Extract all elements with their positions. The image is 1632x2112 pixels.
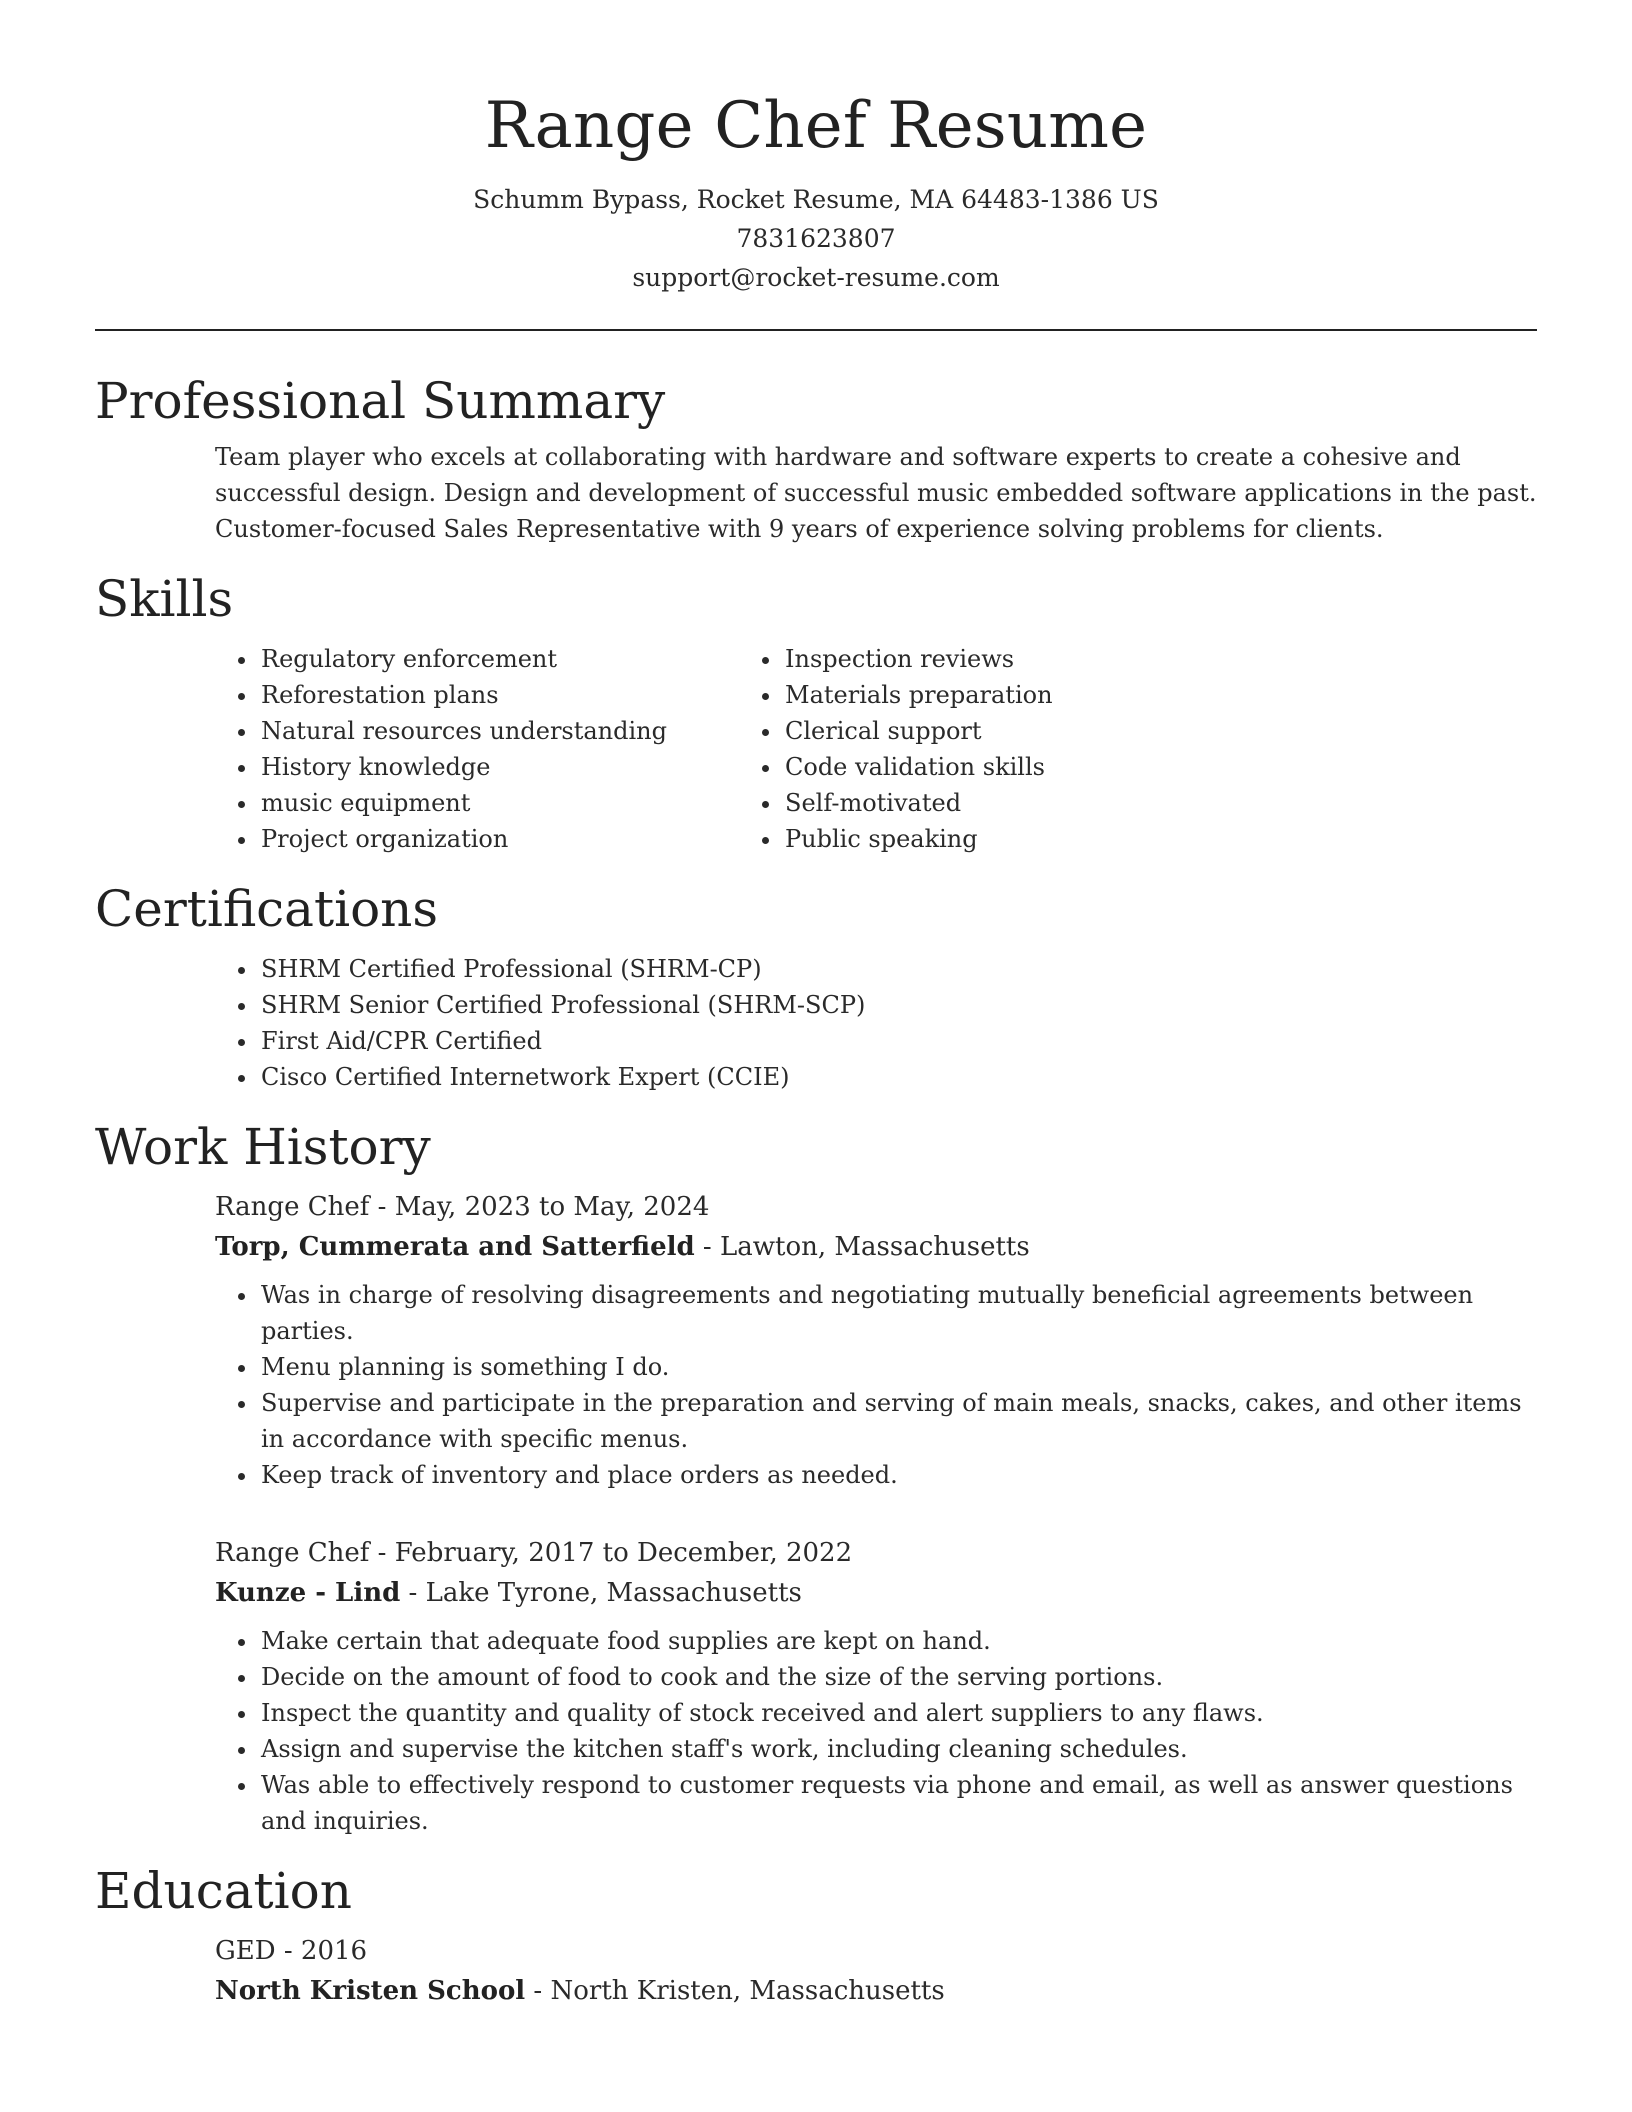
job-dates: - May, 2023 to May, 2024 <box>369 1192 710 1222</box>
skills-column-1 <box>95 641 745 857</box>
contact-email: support@rocket-resume.com <box>632 263 1000 292</box>
list-item: • History knowledge <box>259 749 745 785</box>
list-item: • Natural resources understanding <box>259 713 745 749</box>
education-school: North Kristen School <box>215 1976 526 2006</box>
list-item: • music equipment <box>259 785 745 821</box>
job-duties-list <box>95 1623 1537 1839</box>
skills-list <box>95 641 1537 857</box>
list-item: • Regulatory enforcement <box>259 641 745 677</box>
job-role-line <box>215 1533 1537 1573</box>
list-item: • Inspect the quantity and quality of stock received and alert suppliers to any flaws. <box>259 1695 1537 1731</box>
section-title-summary: Professional Summary <box>95 372 666 430</box>
job-company: Kunze - Lind <box>215 1578 401 1608</box>
education-year: - 2016 <box>275 1936 368 1966</box>
resume-title: Range Chef Resume <box>484 89 1148 163</box>
section-title-education: Education <box>95 1862 352 1920</box>
education-entry <box>215 1931 1537 2011</box>
list-item: • Menu planning is something I do. <box>259 1349 1537 1385</box>
education-location: - North Kristen, Massachusetts <box>525 1976 945 2006</box>
list-item: • Was able to effectively respond to customer requests via phone and email, as well as answer questions and inquiries. <box>259 1767 1537 1839</box>
work-entry <box>215 1533 1537 1839</box>
list-item: • SHRM Senior Certified Professional (SHRM-SCP) <box>259 987 1537 1023</box>
summary-text: Team player who excels at collaborating with hardware and software experts to create a cohesive and successful design. Design and development of successful music embedded software applications in the past. Customer-focused Sales Representative with 9 years of experience solving problems for clients. <box>215 443 1537 543</box>
list-item: • Cisco Certified Internetwork Expert (CCIE) <box>259 1059 1537 1095</box>
header-divider <box>95 329 1537 331</box>
list-item: • Decide on the amount of food to cook and the size of the serving portions. <box>259 1659 1537 1695</box>
certifications-list <box>95 951 1537 1095</box>
education-degree-line <box>215 1931 1537 1971</box>
list-item: • Inspection reviews <box>783 641 1395 677</box>
work-entry <box>215 1187 1537 1493</box>
section-title-certifications: Certifications <box>95 880 439 938</box>
contact-address: Schumm Bypass, Rocket Resume, MA 64483-1386 US <box>473 185 1159 214</box>
list-item: • First Aid/CPR Certified <box>259 1023 1537 1059</box>
skills-column-2 <box>745 641 1395 857</box>
list-item: • SHRM Certified Professional (SHRM-CP) <box>259 951 1537 987</box>
list-item: • Supervise and participate in the preparation and serving of main meals, snacks, cakes, and other items in accordance with specific menus. <box>259 1385 1537 1457</box>
list-item: • Self-motivated <box>783 785 1395 821</box>
list-item: • Public speaking <box>783 821 1395 857</box>
job-role-line <box>215 1187 1537 1227</box>
contact-phone: 7831623807 <box>736 224 896 253</box>
list-item: • Keep track of inventory and place orders as needed. <box>259 1457 1537 1493</box>
list-item: • Reforestation plans <box>259 677 745 713</box>
list-item: • Code validation skills <box>783 749 1395 785</box>
job-company-line <box>215 1573 1537 1613</box>
list-item: • Clerical support <box>783 713 1395 749</box>
education-school-line <box>215 1971 1537 2011</box>
education-degree: GED <box>215 1936 276 1966</box>
section-title-skills: Skills <box>95 570 234 628</box>
job-location: - Lawton, Massachusetts <box>694 1232 1030 1262</box>
list-item: • Assign and supervise the kitchen staff's work, including cleaning schedules. <box>259 1731 1537 1767</box>
job-duties-list <box>95 1277 1537 1493</box>
job-role: Range Chef <box>215 1192 370 1222</box>
list-item: • Was in charge of resolving disagreements and negotiating mutually beneficial agreements between parties. <box>259 1277 1537 1349</box>
resume-header <box>95 0 1537 297</box>
job-dates: - February, 2017 to December, 2022 <box>369 1538 853 1568</box>
list-item: • Project organization <box>259 821 745 857</box>
section-title-work-history: Work History <box>95 1118 431 1176</box>
job-company: Torp, Cummerata and Satterfield <box>215 1232 695 1262</box>
job-company-line <box>215 1227 1537 1267</box>
list-item: • Materials preparation <box>783 677 1395 713</box>
job-location: - Lake Tyrone, Massachusetts <box>400 1578 802 1608</box>
list-item: • Make certain that adequate food supplies are kept on hand. <box>259 1623 1537 1659</box>
job-role: Range Chef <box>215 1538 370 1568</box>
